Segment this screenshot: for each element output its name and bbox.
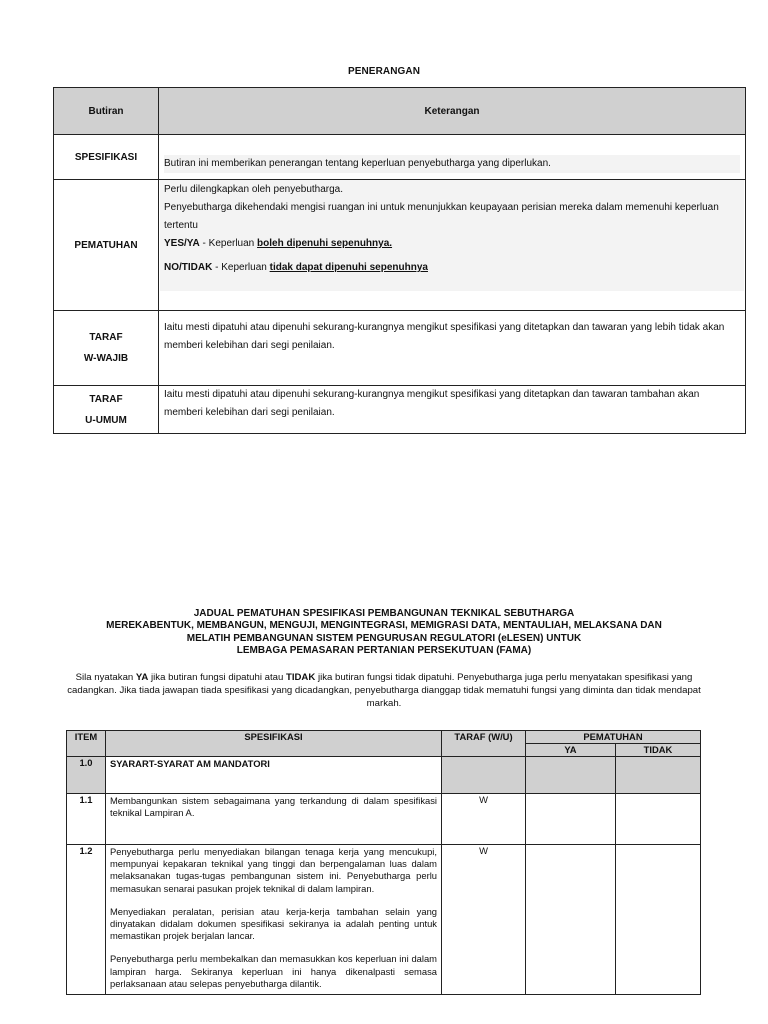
pematuhan-table bbox=[66, 730, 701, 995]
header-tidak: TIDAK bbox=[616, 744, 701, 757]
desc-wajib: Iaitu mesti dipatuhi atau dipenuhi sekurang-kurangnya mengikut spesifikasi yang ditetapkan dan tawaran yang lebih tidak akan memberi kelebihan dari segi penilaian. bbox=[159, 311, 746, 386]
desc-pematuhan bbox=[159, 180, 746, 311]
table-row bbox=[54, 386, 746, 434]
table-row bbox=[67, 757, 701, 794]
tidak-cell[interactable] bbox=[616, 845, 701, 995]
header-spesifikasi: SPESIFIKASI bbox=[106, 731, 442, 757]
tidak-cell bbox=[616, 757, 701, 794]
header-butiran: Butiran bbox=[54, 88, 159, 135]
pematuhan-line2: Penyebutharga dikehendaki mengisi ruangan ini untuk menunjukkan keupayaan perisian mereka dalam memenuhi keperluan tertentu bbox=[164, 202, 719, 231]
no-emphasis: tidak dapat dipenuhi sepenuhnya bbox=[269, 262, 428, 273]
label-taraf-wajib bbox=[54, 311, 159, 386]
heading-line: MEREKABENTUK, MEMBANGUN, MENGUJI, MENGINTEGRASI, MEMIGRASI DATA, MENTAULIAH, MELAKSANA DAN bbox=[106, 620, 662, 632]
heading-line: JADUAL PEMATUHAN SPESIFIKASI PEMBANGUNAN TEKNIKAL SEBUTHARGA bbox=[193, 608, 575, 619]
header-ya: YA bbox=[526, 744, 616, 757]
intro-text: jika butiran fungsi tidak dipatuhi. Penyebutharga juga perlu menyatakan spesifikasi yang cadangkan. Jika tiada jawapan tiada spesifikasi yang dicadangkan, penyebutharga dianggap tidak mematuhi fungsi yang diminta dan tidak mendapat markah. bbox=[67, 672, 701, 709]
yes-prefix: YES/YA bbox=[164, 238, 200, 249]
ya-cell bbox=[526, 757, 616, 794]
wajib-label: W-WAJIB bbox=[83, 353, 129, 364]
intro-text: jika butiran fungsi dipatuhi atau bbox=[148, 672, 286, 683]
taraf-cell: W bbox=[442, 845, 526, 995]
table-row bbox=[54, 135, 746, 180]
no-prefix: NO/TIDAK bbox=[164, 262, 213, 273]
taraf-cell: W bbox=[442, 794, 526, 845]
spec-paragraph: Penyebutharga perlu menyediakan bilangan tenaga kerja yang mencukupi, mempunyai kepakaran teknikal yang tinggi dan berpengalaman luas dalam melaksanakan tugas-tugas pembangunan sistem ini. Penyebutharga perlu memasukan senarai pasukan projek teknikal di dalam lampiran. bbox=[110, 846, 437, 894]
label-spesifikasi: SPESIFIKASI bbox=[54, 135, 159, 180]
yes-mid: - Keperluan bbox=[199, 238, 258, 249]
spec-cell bbox=[106, 845, 442, 995]
spesifikasi-text: Butiran ini memberikan penerangan tentang keperluan penyebutharga yang diperlukan. bbox=[164, 155, 740, 173]
no-mid: - Keperluan bbox=[212, 262, 270, 273]
jadual-heading bbox=[0, 608, 768, 658]
pematuhan-line1: Perlu dilengkapkan oleh penyebutharga. bbox=[164, 184, 344, 195]
tidak-cell[interactable] bbox=[616, 794, 701, 845]
taraf-cell bbox=[442, 757, 526, 794]
header-pematuhan: PEMATUHAN bbox=[526, 731, 701, 744]
label-pematuhan: PEMATUHAN bbox=[54, 180, 159, 311]
spec-paragraph: Menyediakan peralatan, perisian atau kerja-kerja tambahan selain yang dinyatakan didalam dokumen spesifikasi sekiranya ia adalah penting untuk memastikan projek berjalan lancar. bbox=[110, 905, 437, 942]
intro-paragraph bbox=[64, 671, 704, 710]
intro-text: Sila nyatakan bbox=[75, 672, 136, 683]
ya-cell[interactable] bbox=[526, 794, 616, 845]
header-taraf: TARAF (W/U) bbox=[442, 731, 526, 757]
desc-spesifikasi bbox=[159, 135, 746, 180]
heading-line: MELATIH PEMBANGUNAN SISTEM PENGURUSAN REGULATORI (eLESEN) UNTUK bbox=[186, 632, 582, 644]
penerangan-title: PENERANGAN bbox=[347, 66, 421, 77]
spec-cell bbox=[106, 794, 442, 845]
item-number: 1.1 bbox=[67, 794, 106, 845]
table-row bbox=[67, 845, 701, 995]
label-taraf-umum bbox=[54, 386, 159, 434]
umum-label: U-UMUM bbox=[85, 414, 127, 426]
taraf-label: TARAF bbox=[89, 393, 123, 405]
item-number: 1.2 bbox=[67, 845, 106, 995]
spec-paragraph: Membangunkan sistem sebagaimana yang terkandung di dalam spesifikasi teknikal Lampiran A. bbox=[110, 795, 437, 819]
table-row bbox=[54, 180, 746, 311]
header-keterangan: Keterangan bbox=[159, 88, 746, 135]
header-item: ITEM bbox=[67, 731, 106, 757]
intro-ya: YA bbox=[135, 672, 149, 683]
yes-emphasis: boleh dipenuhi sepenuhnya. bbox=[257, 238, 393, 249]
item-number: 1.0 bbox=[67, 757, 106, 794]
table-row bbox=[67, 794, 701, 845]
pematuhan-no bbox=[164, 259, 740, 277]
table-row bbox=[54, 311, 746, 386]
taraf-label: TARAF bbox=[89, 332, 123, 343]
intro-tidak: TIDAK bbox=[285, 672, 316, 683]
section-title: SYARART-SYARAT AM MANDATORI bbox=[106, 757, 442, 794]
pematuhan-box bbox=[160, 180, 744, 291]
spec-paragraph: Penyebutharga perlu membekalkan dan memasukkan kos keperluan ini dalam lampiran harga. Sekiranya keperluan ini hanya dikenalpasti semasa perlaksanaan atau selepas penyebutharga dilantik. bbox=[110, 953, 437, 989]
ya-cell[interactable] bbox=[526, 845, 616, 995]
penerangan-table bbox=[53, 87, 746, 434]
desc-umum: Iaitu mesti dipatuhi atau dipenuhi sekurang-kurangnya mengikut spesifikasi yang ditetapkan dan tawaran tambahan akan memberi kelebihan dari segi penilaian. bbox=[159, 386, 746, 434]
heading-line: LEMBAGA PEMASARAN PERTANIAN PERSEKUTUAN (FAMA) bbox=[236, 645, 532, 657]
pematuhan-yes bbox=[164, 235, 740, 253]
